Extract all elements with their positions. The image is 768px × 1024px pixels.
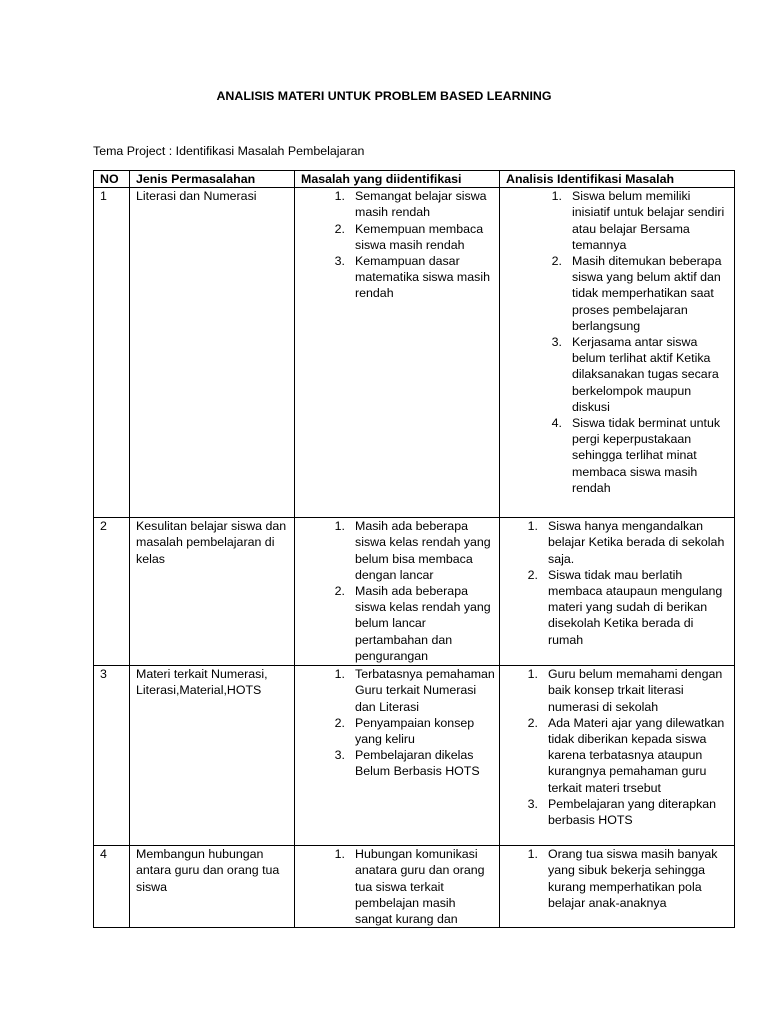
list-item: 2. Kemempuan membaca siswa masih rendah — [334, 221, 484, 252]
list-item: 3. Pembelajaran yang diterapkan berbasis HOTS — [527, 796, 717, 828]
table-header-row — [94, 171, 735, 188]
cell-jenis: Materi terkait Numerasi, Literasi,Material,HOTS — [130, 666, 295, 846]
list-item: 3. Kerjasama antar siswa belum terlihat aktif Ketika dilaksanakan tugas secara berkelompok maupun diskusi — [551, 335, 719, 414]
cell-jenis: Membangun hubungan antara guru dan orang tua siswa — [130, 846, 295, 928]
cell-masalah — [295, 846, 500, 928]
header-masalah: Masalah yang diidentifikasi — [295, 171, 500, 188]
table-row — [94, 666, 735, 846]
list-item: 1. Terbatasnya pemahaman Guru terkait Numerasi dan Literasi — [334, 667, 495, 714]
header-no: NO — [94, 171, 130, 188]
cell-no: 2 — [94, 518, 130, 666]
cell-analisis — [500, 666, 735, 846]
cell-no: 3 — [94, 666, 130, 846]
list-item: 1. Guru belum memahami dengan baik konsep trkait literasi numerasi di sekolah — [527, 667, 723, 714]
table-row — [94, 188, 735, 518]
analysis-table — [93, 170, 735, 928]
list-item: 2. Masih ada beberapa siswa kelas rendah yang belum lancar pertambahan dan pengurangan — [334, 584, 491, 663]
list-item: 3. Kemampuan dasar matematika siswa masih rendah — [334, 254, 490, 301]
header-analisis: Analisis Identifikasi Masalah — [500, 171, 735, 188]
tema-project: Tema Project : Identifikasi Masalah Pembelajaran — [93, 144, 365, 158]
list-item: 2. Masih ditemukan beberapa siswa yang belum aktif dan tidak memperhatikan saat proses pembelajaran berlangsung — [551, 254, 722, 333]
cell-no: 1 — [94, 188, 130, 518]
list-item: 1. Masih ada beberapa siswa kelas rendah yang belum bisa membaca dengan lancar — [334, 519, 491, 582]
list-item: 2. Ada Materi ajar yang dilewatkan tidak diberikan kepada siswa karena terbatasnya ataupun kurangnya pemahaman guru terkait materi trsebut — [527, 715, 725, 795]
cell-masalah — [295, 518, 500, 666]
list-item: 4. Siswa tidak berminat untuk pergi keperpustakaan sehingga terlihat minat membaca siswa masih rendah — [551, 416, 721, 495]
cell-analisis — [500, 188, 735, 518]
cell-analisis — [500, 518, 735, 666]
cell-masalah — [295, 188, 500, 518]
cell-jenis: Kesulitan belajar siswa dan masalah pembelajaran di kelas — [130, 518, 295, 666]
list-item: 1. Hubungan komunikasi anatara guru dan orang tua siswa terkait pembelajan masih sangat kurang dan — [334, 847, 485, 927]
table-row — [94, 846, 735, 928]
list-item: 1. Semangat belajar siswa masih rendah — [334, 189, 487, 220]
document-title: ANALISIS MATERI UNTUK PROBLEM BASED LEARNING — [216, 89, 552, 103]
list-item: 3. Pembelajaran dikelas Belum Berbasis HOTS — [334, 748, 480, 779]
cell-analisis — [500, 846, 735, 928]
list-item: 2. Penyampaian konsep yang keliru — [334, 715, 475, 747]
list-item: 1. Siswa hanya mengandalkan belajar Ketika berada di sekolah saja. — [527, 519, 725, 566]
list-item: 2. Siswa tidak mau berlatih membaca ataupaun mengulang materi yang sudah di berikan disekolah Ketika berada di rumah — [527, 567, 723, 647]
cell-jenis: Literasi dan Numerasi — [130, 188, 295, 518]
list-item: 1. Siswa belum memiliki inisiatif untuk belajar sendiri atau belajar Bersama temannya — [551, 189, 725, 252]
cell-no: 4 — [94, 846, 130, 928]
cell-masalah — [295, 666, 500, 846]
header-jenis: Jenis Permasalahan — [130, 171, 295, 188]
list-item: 1. Orang tua siswa masih banyak yang sibuk bekerja sehingga kurang memperhatikan pola belajar anak-anaknya — [527, 847, 718, 910]
table-row — [94, 518, 735, 666]
